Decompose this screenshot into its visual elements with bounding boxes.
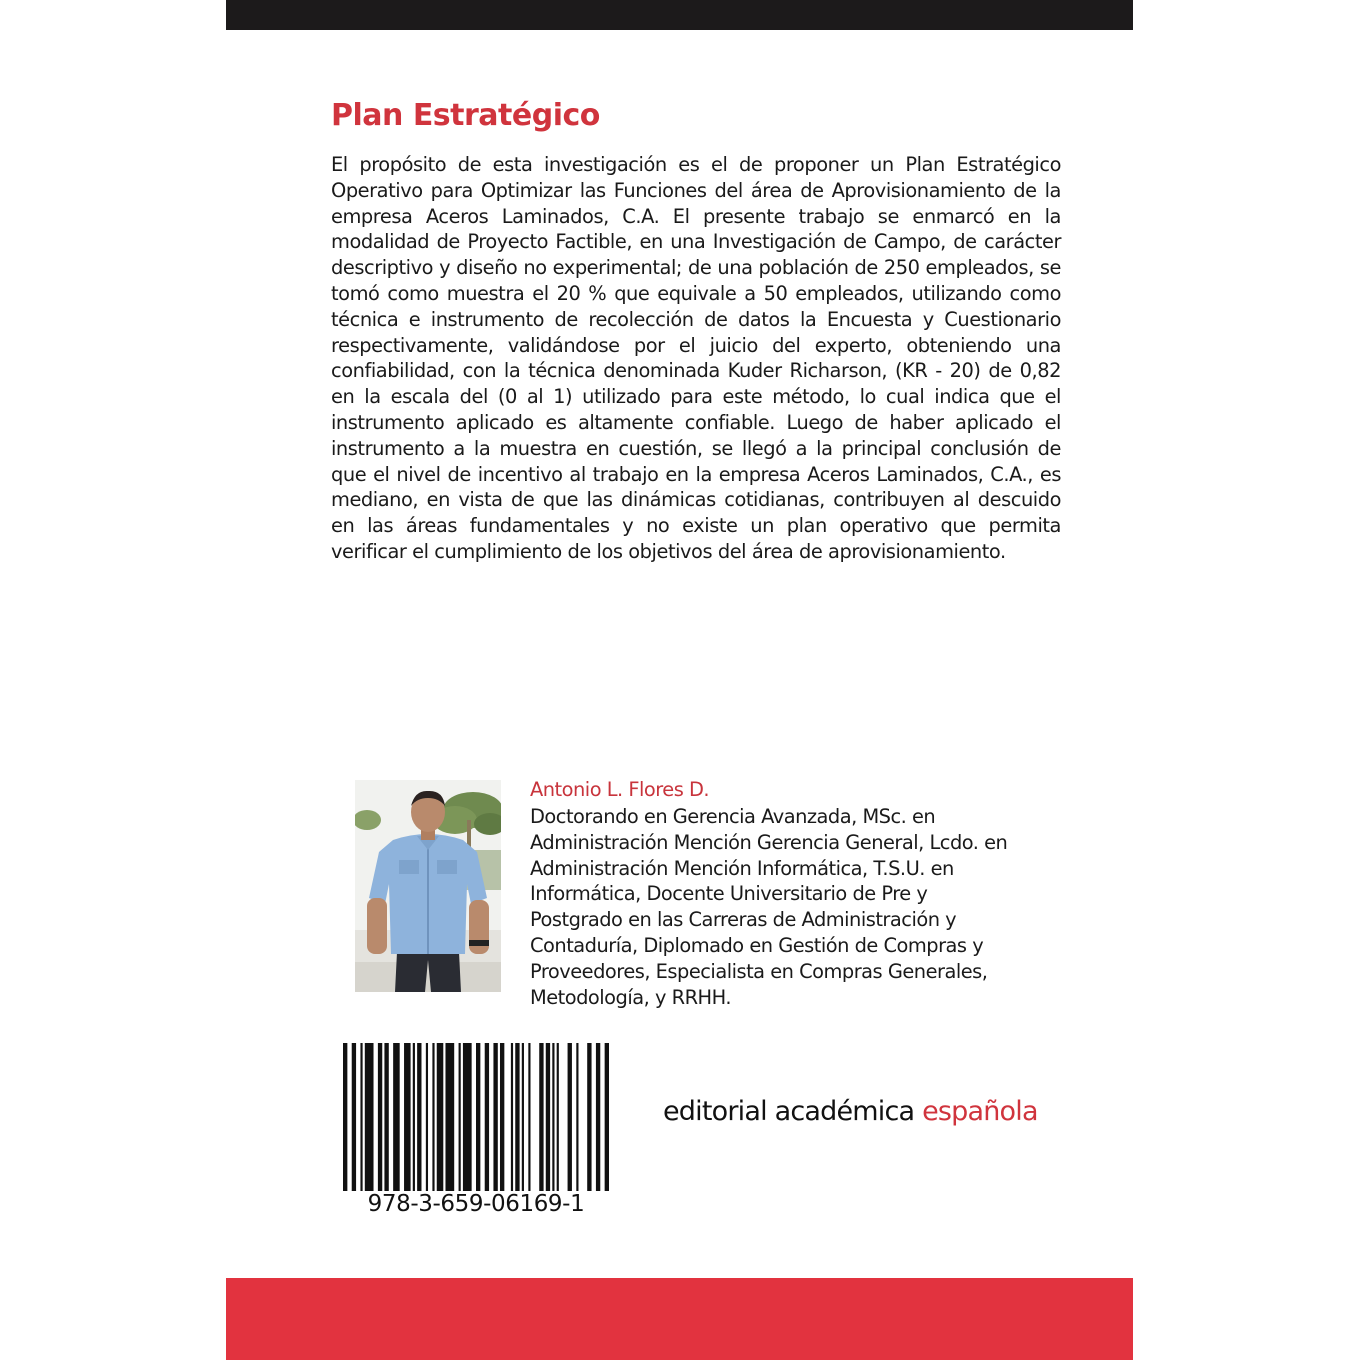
isbn-number: 978-3-659-06169-1 — [367, 1191, 585, 1217]
author-name: Antonio L. Flores D. — [530, 778, 710, 801]
bio-line: Administración Mención Gerencia General, Lcdo. en — [530, 830, 1008, 854]
barcode-bar — [476, 1043, 480, 1191]
barcode-bar — [459, 1043, 461, 1191]
author-photo — [355, 780, 501, 992]
barcode-bar — [417, 1043, 421, 1191]
bio-line: Postgrado en las Carreras de Administración y — [530, 908, 957, 932]
barcode-bar — [568, 1043, 572, 1191]
barcode-bar — [557, 1043, 559, 1191]
barcode-bar — [393, 1043, 400, 1191]
barcode-bar — [605, 1043, 609, 1191]
barcode-bar — [539, 1043, 543, 1191]
barcode-bar — [515, 1043, 519, 1191]
barcode-bar — [485, 1043, 489, 1191]
publisher-name: editorial académica — [663, 1096, 923, 1127]
isbn-barcode — [343, 1043, 609, 1191]
publisher-name-accent: española — [922, 1096, 1038, 1127]
publisher-logo — [663, 1096, 1038, 1127]
barcode-bar — [378, 1043, 382, 1191]
bio-line: Informática, Docente Universitario de Pre y — [530, 882, 928, 906]
barcode-bar — [437, 1043, 444, 1191]
book-abstract: El propósito de esta investigación es el de proponer un Plan Estratégico Operativo para Optimizar las Funciones del área de Aprovisionamiento de la empresa Aceros Laminados, C.A. El presente trabajo se enmarcó en la modalidad de Proyecto Factible, en una Investigación de Campo, de carácter descriptivo y diseño no experimental; de una población de 250 empleados, se tomó como muestra el 20 % que equivale a 50 empleados, utilizando como técnica e instrumento de recolección de datos la Encuesta y Cuestionario respectivamente, validándose por el juicio del experto, obteniendo una confiabilidad, con la técnica denominada Kuder Richarson, (KR - 20) de 0,82 en la escala del (0 al 1) utilizado para este método, lo cual indica que el instrumento aplicado es altamente confiable. Luego de haber aplicado el instrumento a la muestra en cuestión, se llegó a la principal conclusión de que el nivel de incentivo al trabajo en la empresa Aceros Laminados, C.A., es mediano, en vista de que las dinámicas cotidianas, contribuyen al descuido en las áreas fundamentales y no existe un plan operativo que permita verificar el cumplimiento de los objetivos del área de aprovisionamiento. — [331, 153, 1061, 563]
author-biography — [530, 804, 1070, 1010]
top-black-band — [226, 0, 1133, 30]
bio-line: Proveedores, Especialista en Compras Generales, — [530, 959, 988, 983]
bottom-red-band — [226, 1278, 1133, 1360]
barcode-bar — [365, 1043, 374, 1191]
barcode-bar — [352, 1043, 356, 1191]
barcode-bar — [500, 1043, 504, 1191]
barcode-bar — [552, 1043, 554, 1191]
barcode-bar — [528, 1043, 530, 1191]
barcode-bar — [493, 1043, 497, 1191]
bio-line: Contaduría, Diplomado en Gestión de Compras y — [530, 933, 984, 957]
bio-line: Doctorando en Gerencia Avanzada, MSc. en — [530, 805, 936, 828]
barcode-bar — [432, 1043, 434, 1191]
barcode-bar — [587, 1043, 591, 1191]
barcode-bar — [596, 1043, 600, 1191]
barcode-bar — [343, 1043, 347, 1191]
barcode-bar — [384, 1043, 388, 1191]
book-title: Plan Estratégico — [331, 98, 600, 133]
barcode-bar — [463, 1043, 472, 1191]
barcode-bar — [576, 1043, 578, 1191]
barcode-bar — [522, 1043, 524, 1191]
bio-line: Administración Mención Informática, T.S.U. en — [530, 856, 954, 880]
barcode-bar — [404, 1043, 411, 1191]
barcode-bar — [360, 1043, 362, 1191]
bio-line: Metodología, y RRHH. — [530, 985, 732, 1009]
barcode-bar — [546, 1043, 550, 1191]
barcode-bar — [426, 1043, 428, 1191]
barcode-bar — [413, 1043, 415, 1191]
barcode-bar — [445, 1043, 454, 1191]
barcode-bar — [511, 1043, 513, 1191]
